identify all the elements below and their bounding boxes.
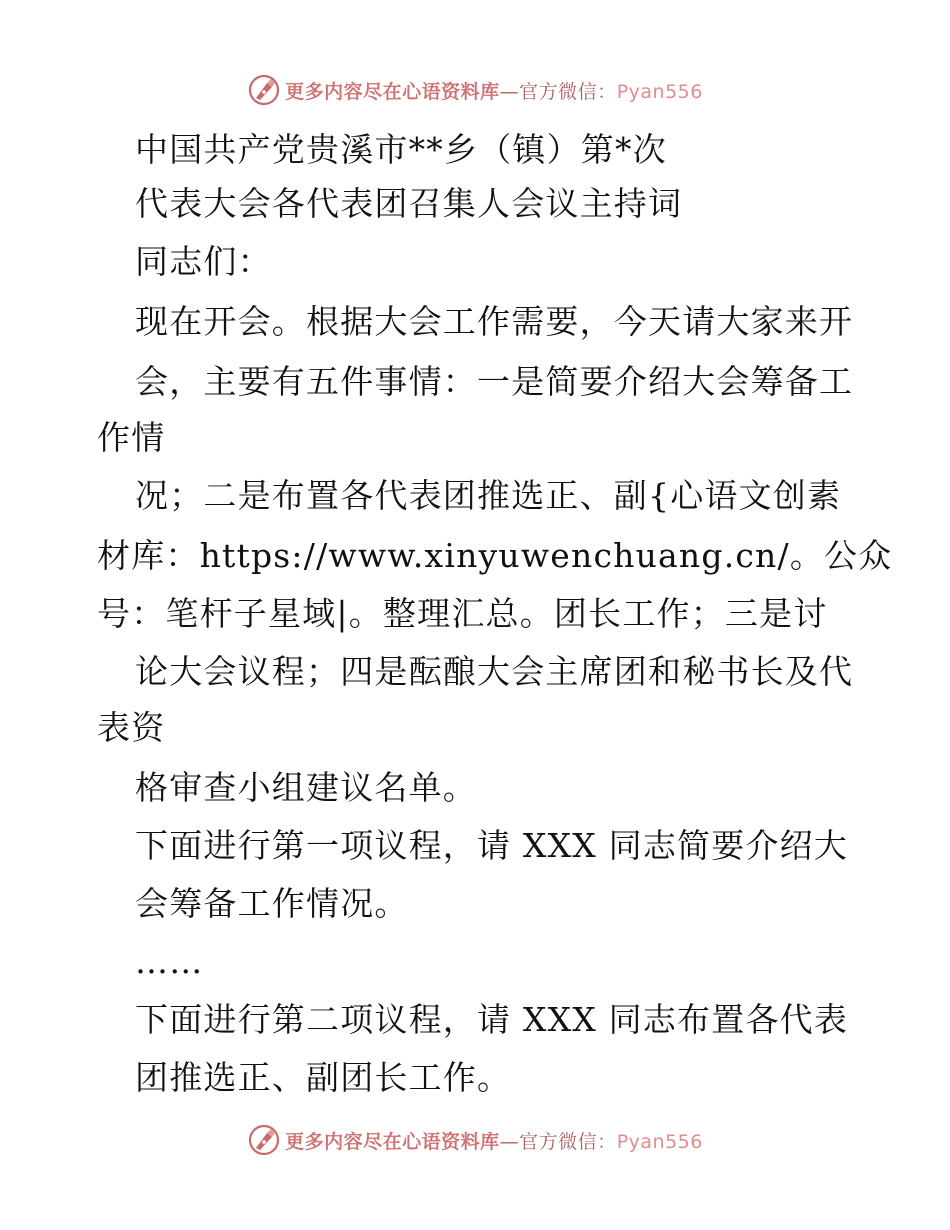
paragraph-line: 现在开会。根据大会工作需要，今天请大家来开 bbox=[135, 302, 854, 341]
watermark-banner-bottom bbox=[0, 1120, 950, 1160]
paragraph-line: 会筹备工作情况。 bbox=[135, 884, 409, 923]
ellipsis-line: …… bbox=[135, 942, 204, 981]
paragraph-line: 号：笔杆子星域|。整理汇总。团长工作；三是讨 bbox=[97, 594, 828, 633]
salutation: 同志们： bbox=[135, 242, 272, 281]
watermark-banner-top bbox=[0, 70, 950, 110]
paragraph-line: 下面进行第一项议程，请 XXX 同志简要介绍大 bbox=[135, 826, 849, 865]
document-title-line-1: 中国共产党贵溪市**乡（镇）第*次 bbox=[135, 130, 667, 169]
watermark-text: 更多内容尽在心语资料库—官方微信：Pyan556 bbox=[285, 80, 703, 103]
paragraph-line: 况；二是布置各代表团推选正、副{心语文创素 bbox=[135, 476, 842, 515]
paragraph-line: 会，主要有五件事情：一是简要介绍大会筹备工 bbox=[135, 362, 854, 401]
paragraph-line: 表资 bbox=[97, 708, 166, 747]
watermark-text: 更多内容尽在心语资料库—官方微信：Pyan556 bbox=[285, 1130, 703, 1153]
paragraph-line: 作情 bbox=[97, 418, 166, 457]
pen-nib-logo-icon bbox=[247, 73, 281, 107]
paragraph-line: 团推选正、副团长工作。 bbox=[135, 1058, 512, 1097]
pen-nib-logo-icon bbox=[247, 1123, 281, 1157]
paragraph-line: 论大会议程；四是酝酿大会主席团和秘书长及代 bbox=[135, 652, 854, 691]
paragraph-line: 格审查小组建议名单。 bbox=[135, 768, 477, 807]
paragraph-line: 材库：https://www.xinyuwenchuang.cn/。公众 bbox=[97, 536, 893, 575]
document-title-line-2: 代表大会各代表团召集人会议主持词 bbox=[135, 184, 683, 223]
paragraph-line: 下面进行第二项议程，请 XXX 同志布置各代表 bbox=[135, 1000, 849, 1039]
